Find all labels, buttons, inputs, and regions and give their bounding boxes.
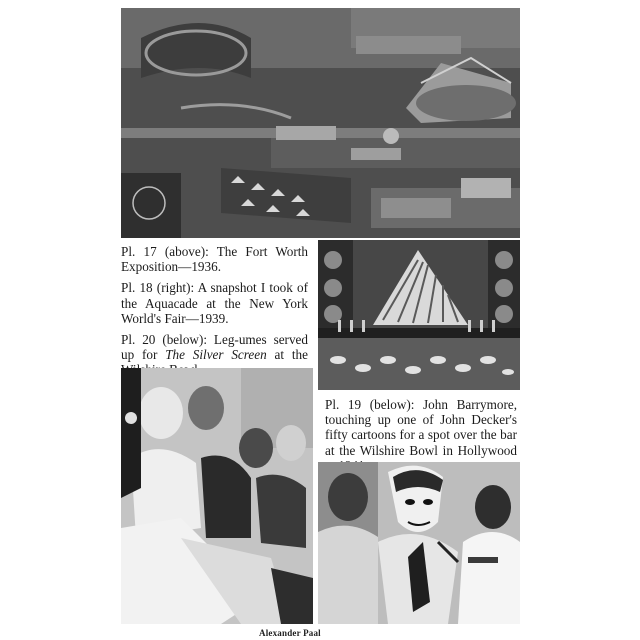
aquacade-image [318, 240, 520, 390]
leg-umes-image [121, 368, 313, 624]
barrymore-image [318, 462, 520, 624]
photo-john-barrymore [318, 462, 520, 624]
caption-pl17: Pl. 17 (above): The Fort Worth Exposition—1936. [121, 244, 308, 275]
caption-pl20: Pl. 20 (below): Leg-umes served up for The Silver Screen at the [121, 332, 308, 363]
caption-pl18: Pl. 18 (right): A snapshot I took of the Aquacade at the New York World's Fair—1939. [121, 280, 308, 326]
photo-aquacade [318, 240, 520, 390]
caption-pl19: Pl. 19 (below): John Barrymore, touching up one of John Decker's fifty cartoons for a spot over the bar at the Wilshire Bowl in Hollywood [325, 397, 517, 458]
captions-upper-left [121, 244, 308, 384]
aerial-view-image [121, 8, 520, 238]
photo-credit: Alexander Paal [259, 628, 321, 638]
photo-leg-umes [121, 368, 313, 624]
photo-fort-worth-exposition [121, 8, 520, 238]
